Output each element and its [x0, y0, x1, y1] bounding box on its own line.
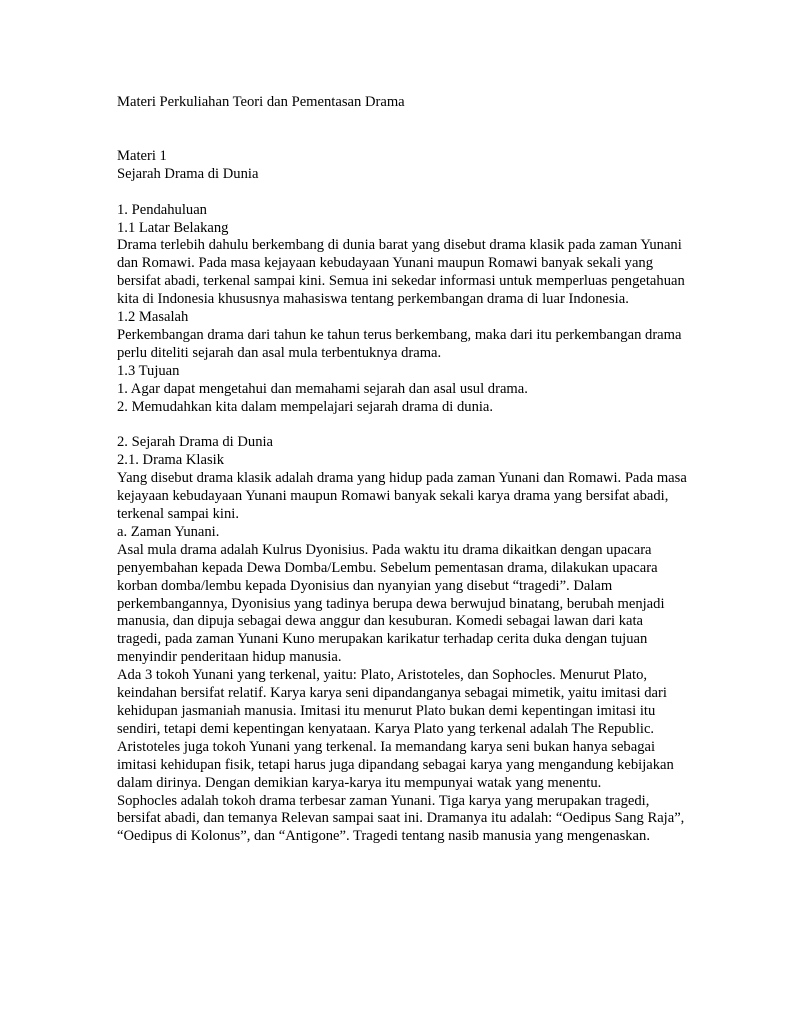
zaman-yunani-paragraph-4: Sophocles adalah tokoh drama terbesar zaman Yunani. Tiga karya yang merupakan tragedi, bersifat abadi, dan temanya Relevan sampai saat ini. Dramanya itu adalah: “Oedipus Sang Raja”, “Oedipus di Kolonus”, dan “Antigone”. Tragedi tentang nasib manusia yang mengenaskan. [117, 792, 685, 845]
materi-label: Materi 1 [117, 147, 167, 164]
zaman-yunani-paragraph-2: Ada 3 tokoh Yunani yang terkenal, yaitu: Plato, Aristoteles, dan Sophocles. Menurut Plato, keindahan bersifat relatif. Karya karya seni dipandanganya sebagai mimetik, yaitu imitasi dari kehidupan jasmaniah manusia. Imitasi itu menurut Plato bukan demi kepentingan imitasi itu sendiri, tetapi demi kepentingan kenyataan. Karya Plato yang terkenal adalah The Republic. [117, 667, 667, 737]
section-1-2-heading: 1.2 Masalah [117, 309, 189, 326]
document-title: Materi Perkuliahan Teori dan Pementasan Drama [117, 94, 405, 110]
section-1-3-heading: 1.3 Tujuan [117, 362, 180, 379]
section-1-3-item-2: 2. Memudahkan kita dalam mempelajari sejarah drama di dunia. [117, 398, 494, 415]
section-2-1-text: Yang disebut drama klasik adalah drama yang hidup pada zaman Yunani dan Romawi. Pada masa kejayaan kebudayaan Yunani maupun Romawi banyak sekali karya drama yang bersifat abadi, terkenal sampai kini. [117, 470, 687, 522]
section-1-3-item-1: 1. Agar dapat mengetahui dan memahami sejarah dan asal usul drama. [117, 380, 528, 397]
section-2-1-heading: 2.1. Drama Klasik [117, 452, 224, 469]
document-page [117, 94, 687, 846]
zaman-yunani-paragraph-1: Asal mula drama adalah Kulrus Dyonisius. Pada waktu itu drama dikaitkan dengan upacara penyembahan kepada Dewa Domba/Lembu. Sebelum pementasan drama, dilakukan upacara korban domba/lembu kepada Dyonisius dan nyanyian yang disebut “tragedi”. Dalam perkembangannya, Dyonisius yang tadinya berupa dewa berwujud binatang, berubah menjadi manusia, dan dipuja sebagai dewa anggur dan kesuburan. Komedi sebagai lawan dari kata tragedi, pada zaman Yunani Kuno merupakan karikatur terhadap cerita duka dengan tujuan menyindir penderitaan hidup manusia. [117, 541, 665, 666]
zaman-yunani-heading: a. Zaman Yunani. [117, 523, 220, 540]
section-1-heading: 1. Pendahuluan [117, 201, 207, 218]
section-1-1-heading: 1.1 Latar Belakang [117, 219, 229, 236]
section-1-2-text: Perkembangan drama dari tahun ke tahun terus berkembang, maka dari itu perkembangan drama perlu diteliti sejarah dan asal mula terbentuknya drama. [117, 326, 682, 361]
document-subtitle: Sejarah Drama di Dunia [117, 165, 259, 182]
section-2-heading: 2. Sejarah Drama di Dunia [117, 434, 274, 451]
section-1-1-text: Drama terlebih dahulu berkembang di dunia barat yang disebut drama klasik pada zaman Yunani dan Romawi. Pada masa kejayaan kebudayaan Yunani maupun Romawi banyak sekali yang bersifat abadi, terkenal sampai kini. Semua ini sekedar informasi untuk memperluas pengetahuan kita di Indonesia khususnya mahasiswa tentang perkembangan drama di luar Indonesia. [117, 237, 685, 308]
zaman-yunani-paragraph-3: Aristoteles juga tokoh Yunani yang terkenal. Ia memandang karya seni bukan hanya sebagai imitasi kehidupan fisik, tetapi harus juga dipandang sebagai karya yang mengandung kebijakan dalam dirinya. Dengan demikian karya-karya itu mempunyai watak yang menentu. [117, 738, 674, 791]
